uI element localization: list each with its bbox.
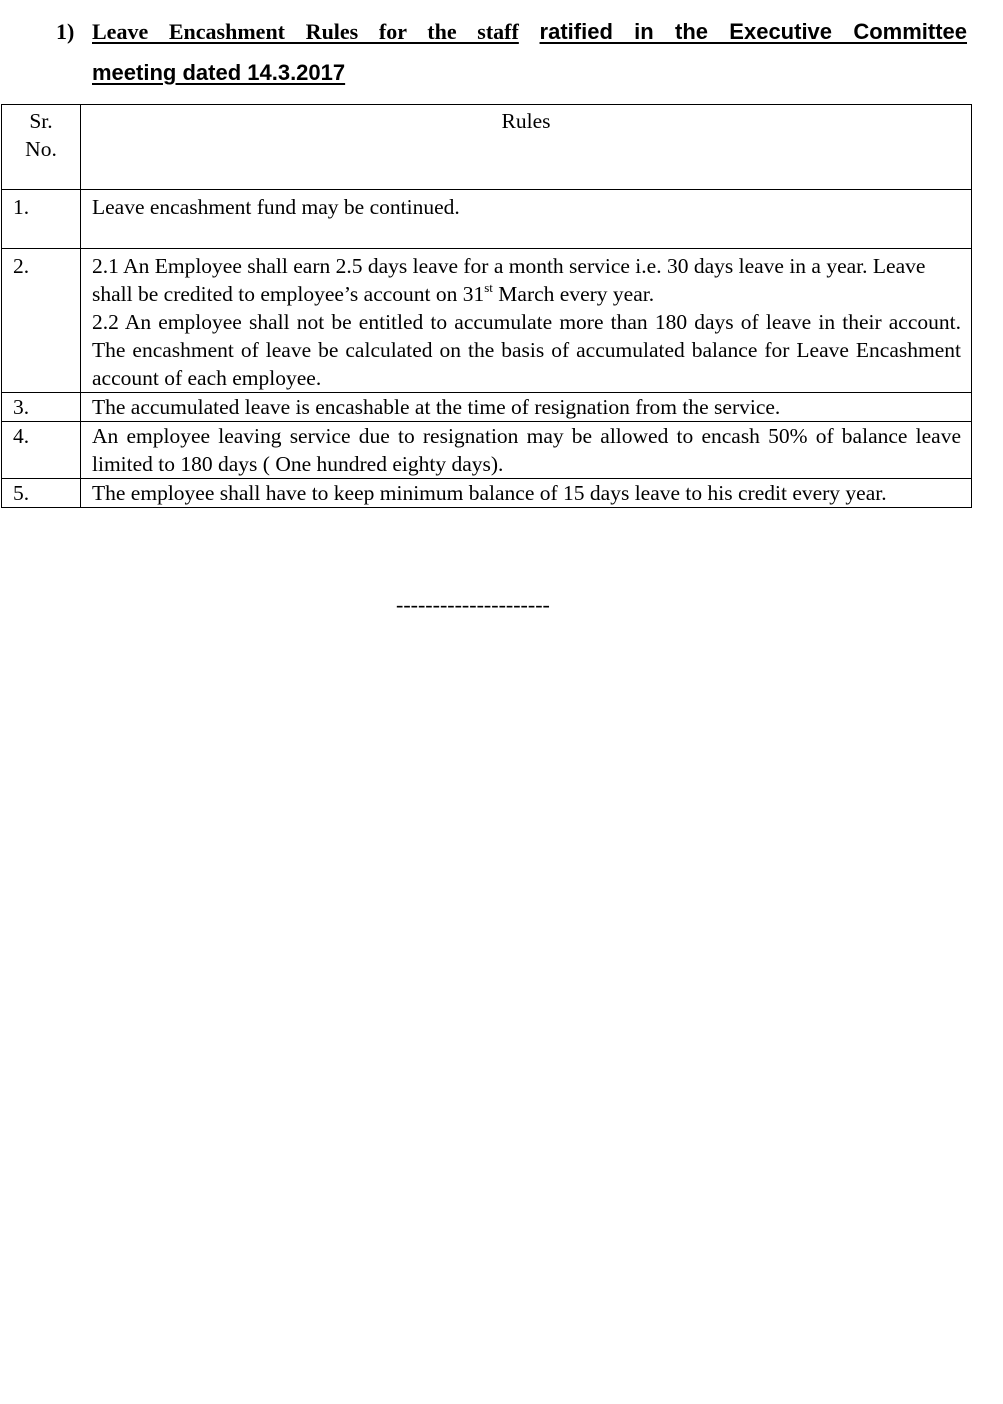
heading-title-sans-2: meeting dated 14.3.2017 [92,60,346,85]
table-row [2,422,972,479]
row-rule: The employee shall have to keep minimum balance of 15 days leave to his credit every year. [81,479,972,508]
rule-2-1-superscript: st [484,280,493,295]
row-sr: 2. [2,249,81,393]
rule-2-1-text-b: March every year. [492,282,655,306]
heading-title-sans-1: ratified in the Executive Committee [539,19,968,44]
rule-2-1-text-a: 2.1 An Employee shall earn 2.5 days leave for a month service i.e. 30 days leave in a year. Leave shall be credited to employee’s account on 31 [92,254,926,306]
heading-title-serif: Leave Encashment Rules for the staff [92,19,519,44]
rule-2-1 [92,252,961,308]
header-sr-line2: No. [25,137,57,161]
row-rule [81,249,972,393]
row-sr: 4. [2,422,81,479]
row-rule: The accumulated leave is encashable at the time of resignation from the service. [81,393,972,422]
row-rule: An employee leaving service due to resignation may be allowed to encash 50% of balance leave limited to 180 days ( One hundred eighty days). [81,422,972,479]
table-row [2,249,972,393]
heading-line-1 [92,14,967,49]
row-sr: 3. [2,393,81,422]
heading-line-2 [92,55,345,90]
table-row [2,479,972,508]
table-row [2,190,972,249]
row-sr: 1. [2,190,81,249]
header-sr-no [2,105,81,190]
rules-table [1,104,972,508]
table-header-row [2,105,972,190]
header-rules: Rules [81,105,972,190]
table-row [2,393,972,422]
header-sr-line1: Sr. [29,109,53,133]
rule-2-2: 2.2 An employee shall not be entitled to accumulate more than 180 days of leave in their account. The encashment of leave be calculated on the basis of accumulated balance for Leave Encashment account of each employee. [92,310,961,390]
heading-number: 1) [56,19,75,44]
row-sr: 5. [2,479,81,508]
footer-separator: --------------------- [396,592,550,617]
row-rule: Leave encashment fund may be continued. [81,190,972,249]
